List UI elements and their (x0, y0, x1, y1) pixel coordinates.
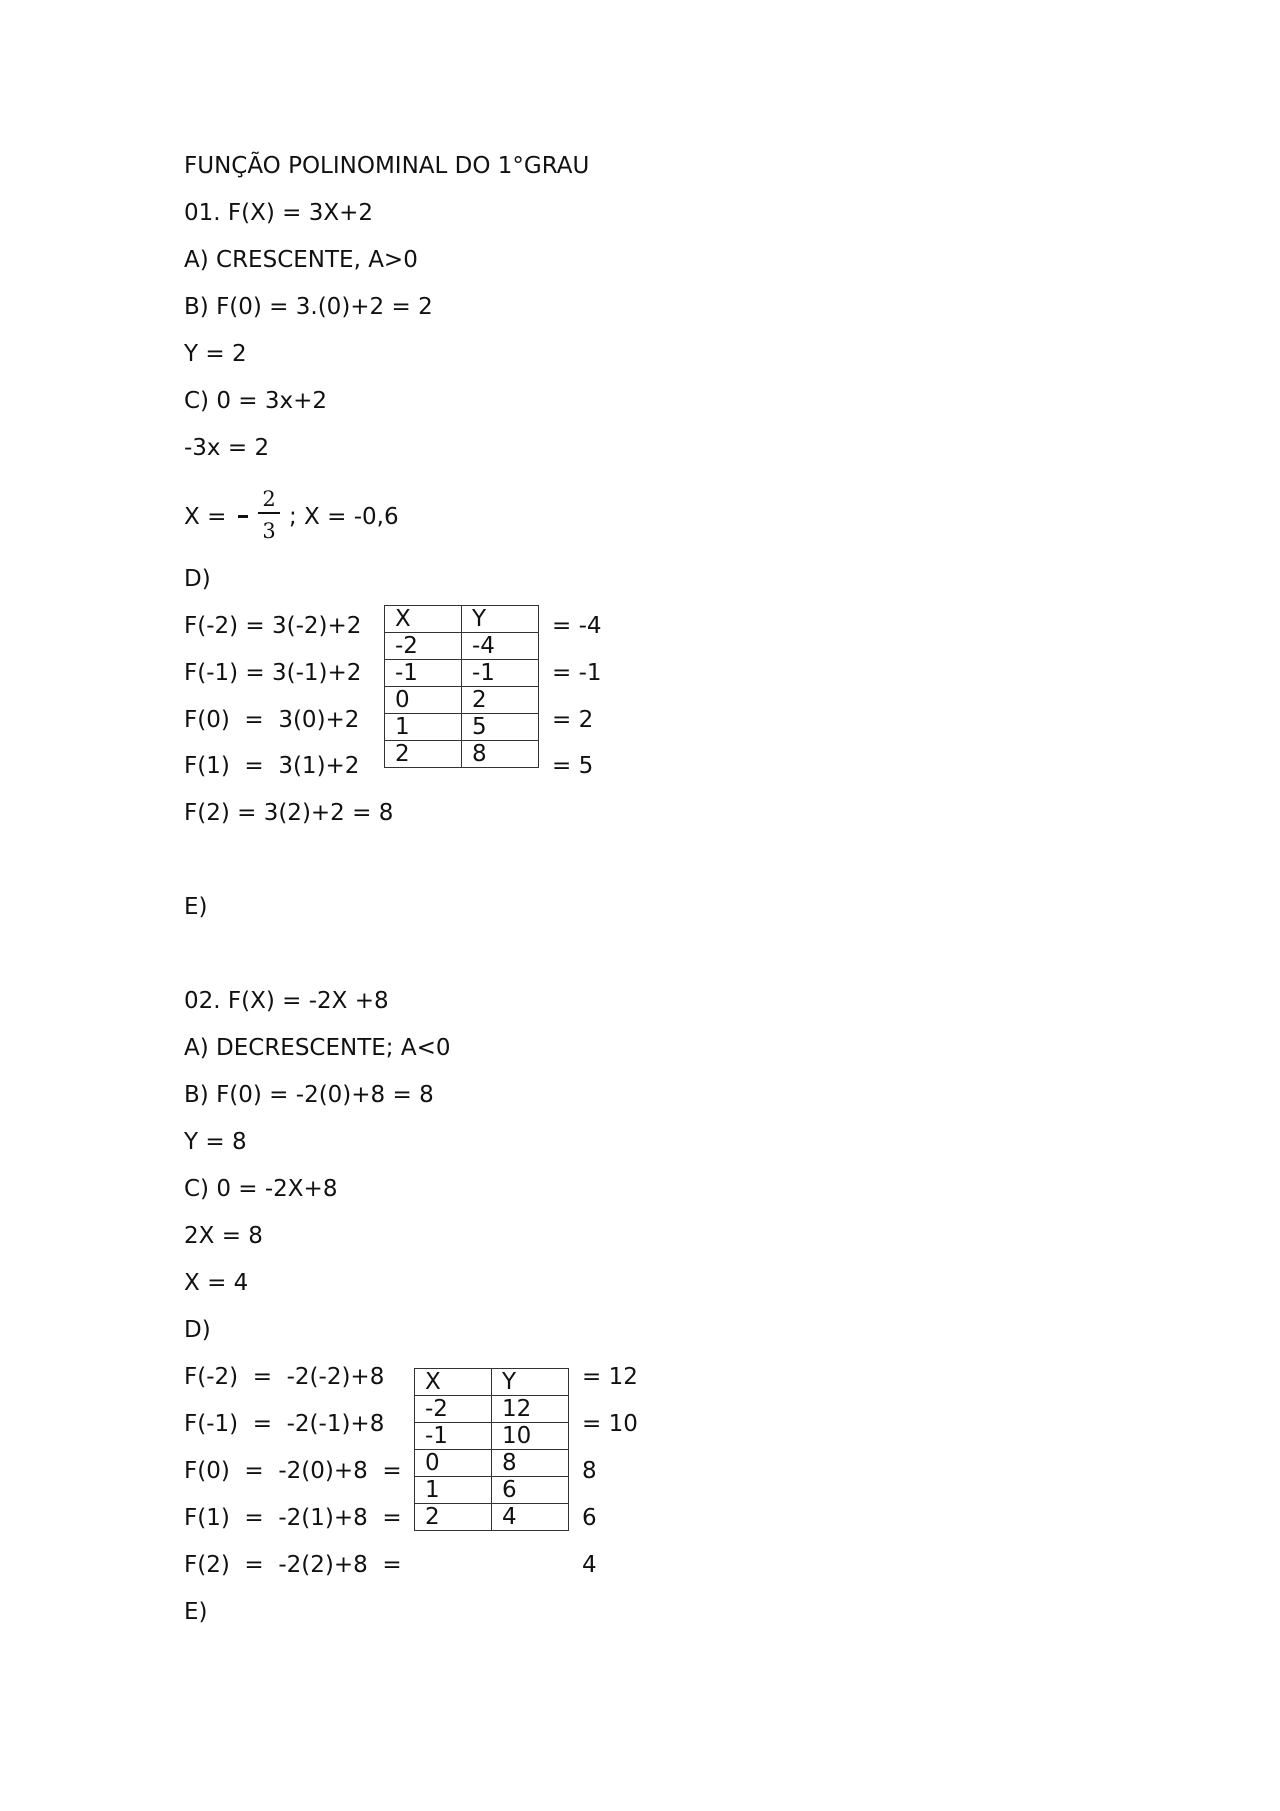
q2-item-c-step: 2X = 8 (184, 1223, 263, 1249)
q2-d-result: 4 (582, 1552, 597, 1578)
table-cell: -2 (415, 1396, 492, 1423)
q1-d-result: = 5 (552, 753, 594, 779)
q1-item-b-y: Y = 2 (184, 341, 247, 367)
table-cell: 10 (492, 1423, 569, 1450)
table-row (385, 741, 539, 768)
q2-d-result: = 12 (582, 1364, 638, 1390)
table-cell: 4 (492, 1504, 569, 1531)
q1-values-table (384, 605, 539, 768)
q1-d-result: = 2 (552, 707, 594, 733)
q2-d-result: = 10 (582, 1411, 638, 1437)
q1-x-prefix: X = (184, 504, 227, 530)
table-header-row (415, 1369, 569, 1396)
q2-item-d: D) (184, 1317, 211, 1343)
q2-d-result: 6 (582, 1505, 597, 1531)
q1-d-line: F(-2) = 3(-2)+2 (184, 613, 362, 639)
fraction-numerator: 2 (262, 487, 276, 511)
table-cell: 2 (385, 741, 462, 768)
q1-x-suffix: ; X = -0,6 (289, 504, 399, 530)
q1-item-a: A) CRESCENTE, A>0 (184, 247, 418, 273)
q2-item-c: C) 0 = -2X+8 (184, 1176, 338, 1202)
q1-d-result: = -1 (552, 660, 602, 686)
q1-item-c: C) 0 = 3x+2 (184, 388, 328, 414)
table-header-x: X (385, 606, 462, 633)
table-cell: 1 (385, 714, 462, 741)
q2-item-c-x: X = 4 (184, 1270, 249, 1296)
table-cell: 1 (415, 1477, 492, 1504)
document-title: FUNÇÃO POLINOMINAL DO 1°GRAU (184, 153, 590, 179)
q2-d-result: 8 (582, 1458, 597, 1484)
table-header-row (385, 606, 539, 633)
q2-item-b-y: Y = 8 (184, 1129, 247, 1155)
q2-values-table (414, 1368, 569, 1531)
q1-item-b: B) F(0) = 3.(0)+2 = 2 (184, 294, 433, 320)
table-cell: 8 (492, 1450, 569, 1477)
q1-d-last: F(2) = 3(2)+2 = 8 (184, 800, 394, 826)
table-row (415, 1396, 569, 1423)
table-cell: -1 (415, 1423, 492, 1450)
table-row (385, 660, 539, 687)
q1-item-c-step: -3x = 2 (184, 435, 270, 461)
q2-item-e: E) (184, 1599, 208, 1625)
table-header-x: X (415, 1369, 492, 1396)
table-cell: 2 (415, 1504, 492, 1531)
table-row (415, 1504, 569, 1531)
fraction-denominator: 3 (262, 519, 276, 543)
table-cell: -4 (462, 633, 539, 660)
q1-item-e: E) (184, 894, 208, 920)
q1-d-result: = -4 (552, 613, 602, 639)
q2-d-line: F(1) = -2(1)+8 = (184, 1505, 402, 1531)
q1-item-d: D) (184, 566, 211, 592)
table-cell: 5 (462, 714, 539, 741)
table-cell: 0 (415, 1450, 492, 1477)
q1-header: 01. F(X) = 3X+2 (184, 200, 374, 226)
q1-d-line: F(1) = 3(1)+2 (184, 753, 360, 779)
table-header-y: Y (462, 606, 539, 633)
table-header-y: Y (492, 1369, 569, 1396)
table-cell: 12 (492, 1396, 569, 1423)
table-cell: -2 (385, 633, 462, 660)
table-cell: -1 (385, 660, 462, 687)
table-row (385, 633, 539, 660)
q2-d-line: F(-2) = -2(-2)+8 (184, 1364, 385, 1390)
q1-d-line: F(0) = 3(0)+2 (184, 707, 360, 733)
q2-item-a: A) DECRESCENTE; A<0 (184, 1035, 451, 1061)
q2-d-line: F(-1) = -2(-1)+8 (184, 1411, 385, 1437)
table-cell: 2 (462, 687, 539, 714)
minus-sign (238, 515, 248, 518)
table-row (415, 1450, 569, 1477)
table-row (385, 687, 539, 714)
fraction-bar (258, 512, 280, 514)
q2-header: 02. F(X) = -2X +8 (184, 988, 389, 1014)
q1-d-line: F(-1) = 3(-1)+2 (184, 660, 362, 686)
table-cell: -1 (462, 660, 539, 687)
table-row (415, 1477, 569, 1504)
table-row (415, 1423, 569, 1450)
table-cell: 6 (492, 1477, 569, 1504)
q2-d-line: F(0) = -2(0)+8 = (184, 1458, 402, 1484)
table-row (385, 714, 539, 741)
table-cell: 8 (462, 741, 539, 768)
q2-item-b: B) F(0) = -2(0)+8 = 8 (184, 1082, 434, 1108)
table-cell: 0 (385, 687, 462, 714)
q2-d-line: F(2) = -2(2)+8 = (184, 1552, 402, 1578)
